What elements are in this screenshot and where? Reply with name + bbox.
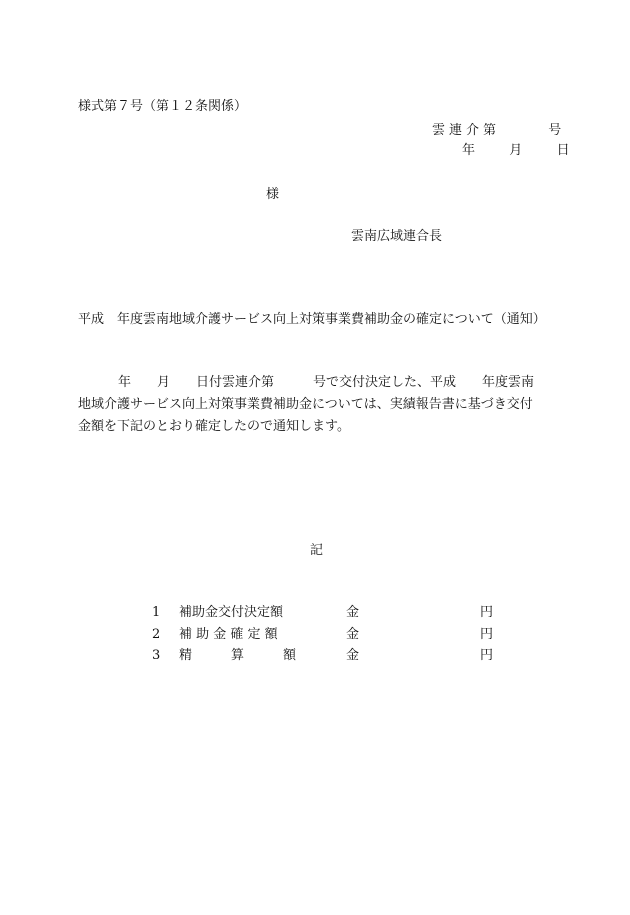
body-line-1: 年 月 日付雲連介第 号で交付決定した、平成 年度雲南 [118,375,535,390]
item-currency: 金 [346,648,360,663]
date-day: 日 [556,143,570,158]
sender-name: 雲南広域連合長 [351,229,443,244]
item-number: 3 [152,648,161,663]
doc-number-prefix: 雲連介第 [432,123,501,138]
item-number: 1 [152,605,161,620]
item-unit: 円 [480,627,494,642]
ki-heading: 記 [310,543,324,558]
item-row [152,628,492,644]
item-currency: 金 [346,605,360,620]
issue-date [462,144,570,157]
item-row [152,649,492,665]
item-label: 補 助 金 確 定 額 [179,627,278,642]
item-unit: 円 [480,605,494,620]
doc-number [432,124,561,137]
item-label: 精 算 額 [179,648,297,663]
form-label: 様式第７号（第１２条関係） [78,99,248,114]
document-title: 平成 年度雲南地域介護サービス向上対策事業費補助金の確定について（通知） [78,312,546,327]
body-line-2: 地域介護サービス向上対策事業費補助金については、実績報告書に基づき交付 [78,397,533,412]
addressee-honorific: 様 [266,187,280,202]
item-unit: 円 [480,648,494,663]
date-month: 月 [509,143,523,158]
body-line-3: 金額を下記のとおり確定したので通知します。 [78,419,350,434]
item-number: 2 [152,627,161,642]
doc-number-suffix: 号 [548,123,562,138]
item-label: 補助金交付決定額 [179,605,284,620]
date-year: 年 [462,143,476,158]
item-row [152,606,492,622]
item-currency: 金 [346,627,360,642]
